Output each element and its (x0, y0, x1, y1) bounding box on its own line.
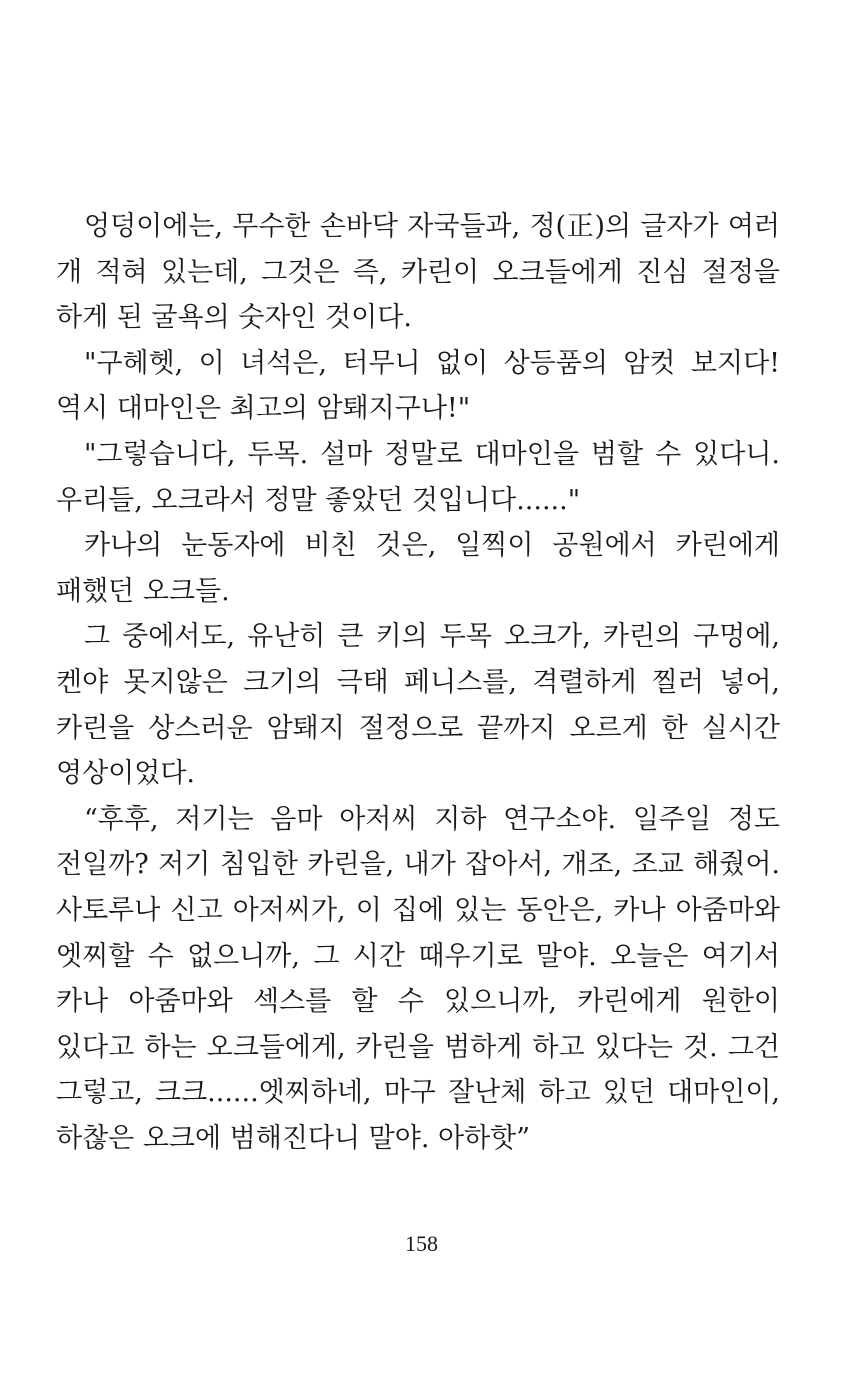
paragraph-3: "그렇습니다, 두목. 설마 정말로 대마인을 범할 수 있다니. 우리들, 오크라서 정말 좋았던 것입니다......" (56, 438, 780, 516)
paragraph-5: 그 중에서도, 유난히 큰 키의 두목 오크가, 카린의 구멍에, 켄야 못지않은 크기의 극태 페니스를, 격렬하게 찔러 넣어, 카린을 상스러운 암퇘지 절정으로 끝까지 오르게 한 실시간 영상이었다. (56, 621, 780, 790)
paragraph-1: 엉덩이에는, 무수한 손바닥 자국들과, 정(正)의 글자가 여러 개 적혀 있는데, 그것은 즉, 카린이 오크들에게 진심 절정을 하게 된 굴욕의 숫자인 것이다. (56, 211, 780, 334)
page-number: 158 (405, 1231, 438, 1256)
paragraph-2: "구헤헷, 이 녀석은, 터무니 없이 상등품의 암컷 보지다! 역시 대마인은 최고의 암퇘지구나!" (56, 347, 780, 425)
paragraph-6: “후후, 저기는 음마 아저씨 지하 연구소야. 일주일 정도 전일까? 저기 침입한 카린을, 내가 잡아서, 개조, 조교 해줬어. 사토루나 신고 아저씨가, 이 집에 있는 동안은, 카나 아줌마와 엣찌할 수 없으니까, 그 시간 때우기로 말야. 오늘은 여기서 카나 아줌마와 섹스를 할 수 있으니까, 카린에게 원한이 있다고 하는 오크들에게, 카린을 범하게 하고 있다는 것. 그건 그렇고, 크크......엣찌하네, 마구 잘난체 하고 있던 대마인이, 하찮은 오크에 범해진다니 말야. 아하핫” (56, 803, 780, 1154)
body-text (56, 204, 780, 1161)
paragraph-4: 카나의 눈동자에 비친 것은, 일찍이 공원에서 카린에게 패했던 오크들. (56, 530, 780, 607)
